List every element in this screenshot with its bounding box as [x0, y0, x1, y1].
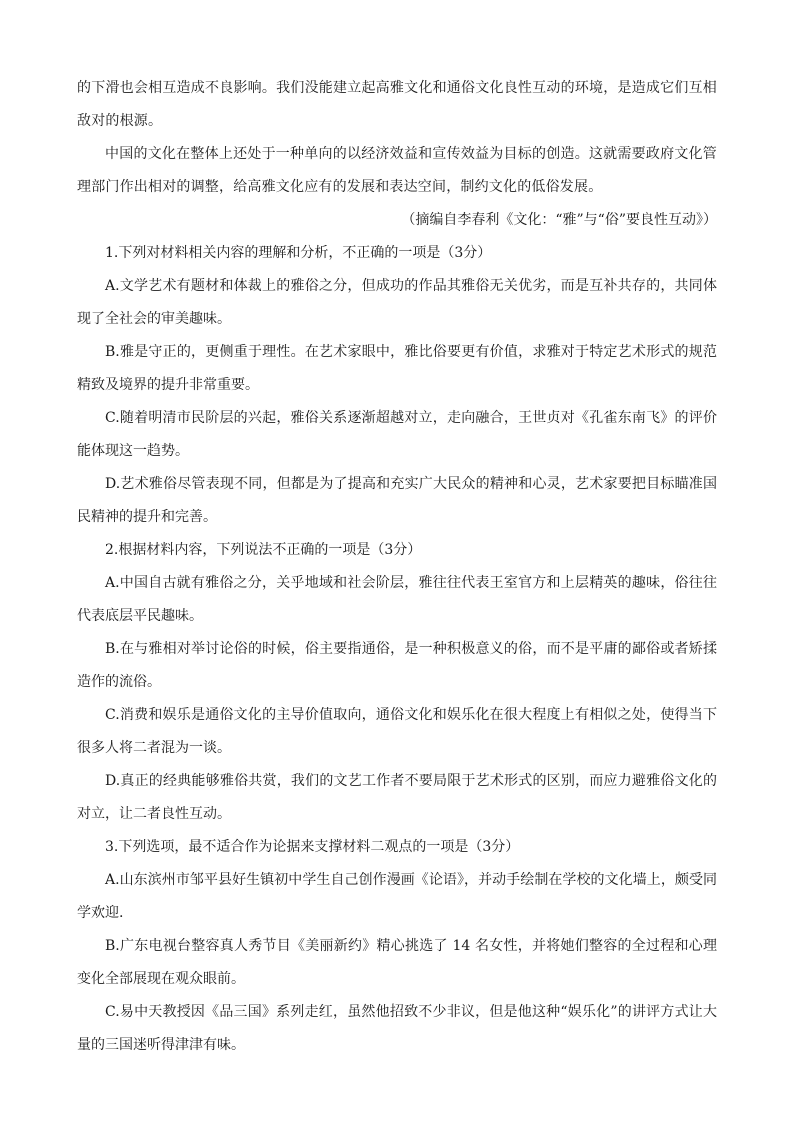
- passage-paragraph-continued: 的下滑也会相互造成不良影响。我们没能建立起高雅文化和通俗文化良性互动的环境，是造成它们互相敌对的根源。: [77, 80, 717, 129]
- passage-source-citation: （摘编自李春利《文化：“雅”与“俗”要良性互动》）: [401, 212, 717, 228]
- option-c: C.易中天教授因《品三国》系列走红，虽然他招致不少非议，但是他这种“娱乐化”的讲评方式让大量的三国迷听得津津有味。: [77, 1004, 717, 1053]
- question-stem: 1.下列对材料相关内容的理解和分析，不正确的一项是（3分）: [105, 245, 492, 261]
- question-1: [77, 237, 717, 534]
- option-c: C.随着明清市民阶层的兴起，雅俗关系逐渐超越对立，走向融合，王世贞对《孔雀东南飞》的评价能体现这一趋势。: [77, 410, 717, 459]
- option-a: A.文学艺术有题材和体裁上的雅俗之分，但成功的作品其雅俗无关优劣，而是互补共存的，共同体现了全社会的审美趣味。: [77, 278, 717, 327]
- passage-paragraph: 中国的文化在整体上还处于一种单向的以经济效益和宣传效益为目标的创造。这就需要政府文化管理部门作出相对的调整，给高雅文化应有的发展和表达空间，制约文化的低俗发展。: [77, 146, 717, 195]
- option-b: B.广东电视台整容真人秀节目《美丽新约》精心挑选了 14 名女性，并将她们整容的全过程和心理变化全部展现在观众眼前。: [77, 938, 717, 987]
- option-c: C.消费和娱乐是通俗文化的主导价值取向，通俗文化和娱乐化在很大程度上有相似之处，使得当下很多人将二者混为一谈。: [77, 707, 717, 756]
- question-3: [77, 831, 717, 1062]
- option-d: D.艺术雅俗尽管表现不同，但都是为了提高和充实广大民众的精神和心灵，艺术家要把目标瞄准国民精神的提升和完善。: [77, 476, 717, 525]
- option-b: B.在与雅相对举讨论俗的时候，俗主要指通俗，是一种积极意义的俗，而不是平庸的鄙俗或者矫揉造作的流俗。: [77, 641, 717, 690]
- question-2: [77, 534, 717, 831]
- option-d: D.真正的经典能够雅俗共赏，我们的文艺工作者不要局限于艺术形式的区别，而应力避雅俗文化的对立，让二者良性互动。: [77, 773, 717, 822]
- exam-page: [77, 72, 717, 1062]
- option-a: A.中国自古就有雅俗之分，关乎地域和社会阶层，雅往往代表王室官方和上层精英的趣味，俗往往代表底层平民趣味。: [77, 575, 717, 624]
- question-stem: 3.下列选项，最不适合作为论据来支撑材料二观点的一项是（3分）: [105, 839, 520, 855]
- option-a: A.山东滨州市邹平县好生镇初中学生自己创作漫画《论语》，并动手绘制在学校的文化墙上，颇受同学欢迎.: [77, 872, 717, 921]
- option-b: B.雅是守正的，更侧重于理性。在艺术家眼中，雅比俗要更有价值，求雅对于特定艺术形式的规范精致及境界的提升非常重要。: [77, 344, 717, 393]
- question-stem: 2.根据材料内容，下列说法不正确的一项是（3分）: [105, 542, 422, 558]
